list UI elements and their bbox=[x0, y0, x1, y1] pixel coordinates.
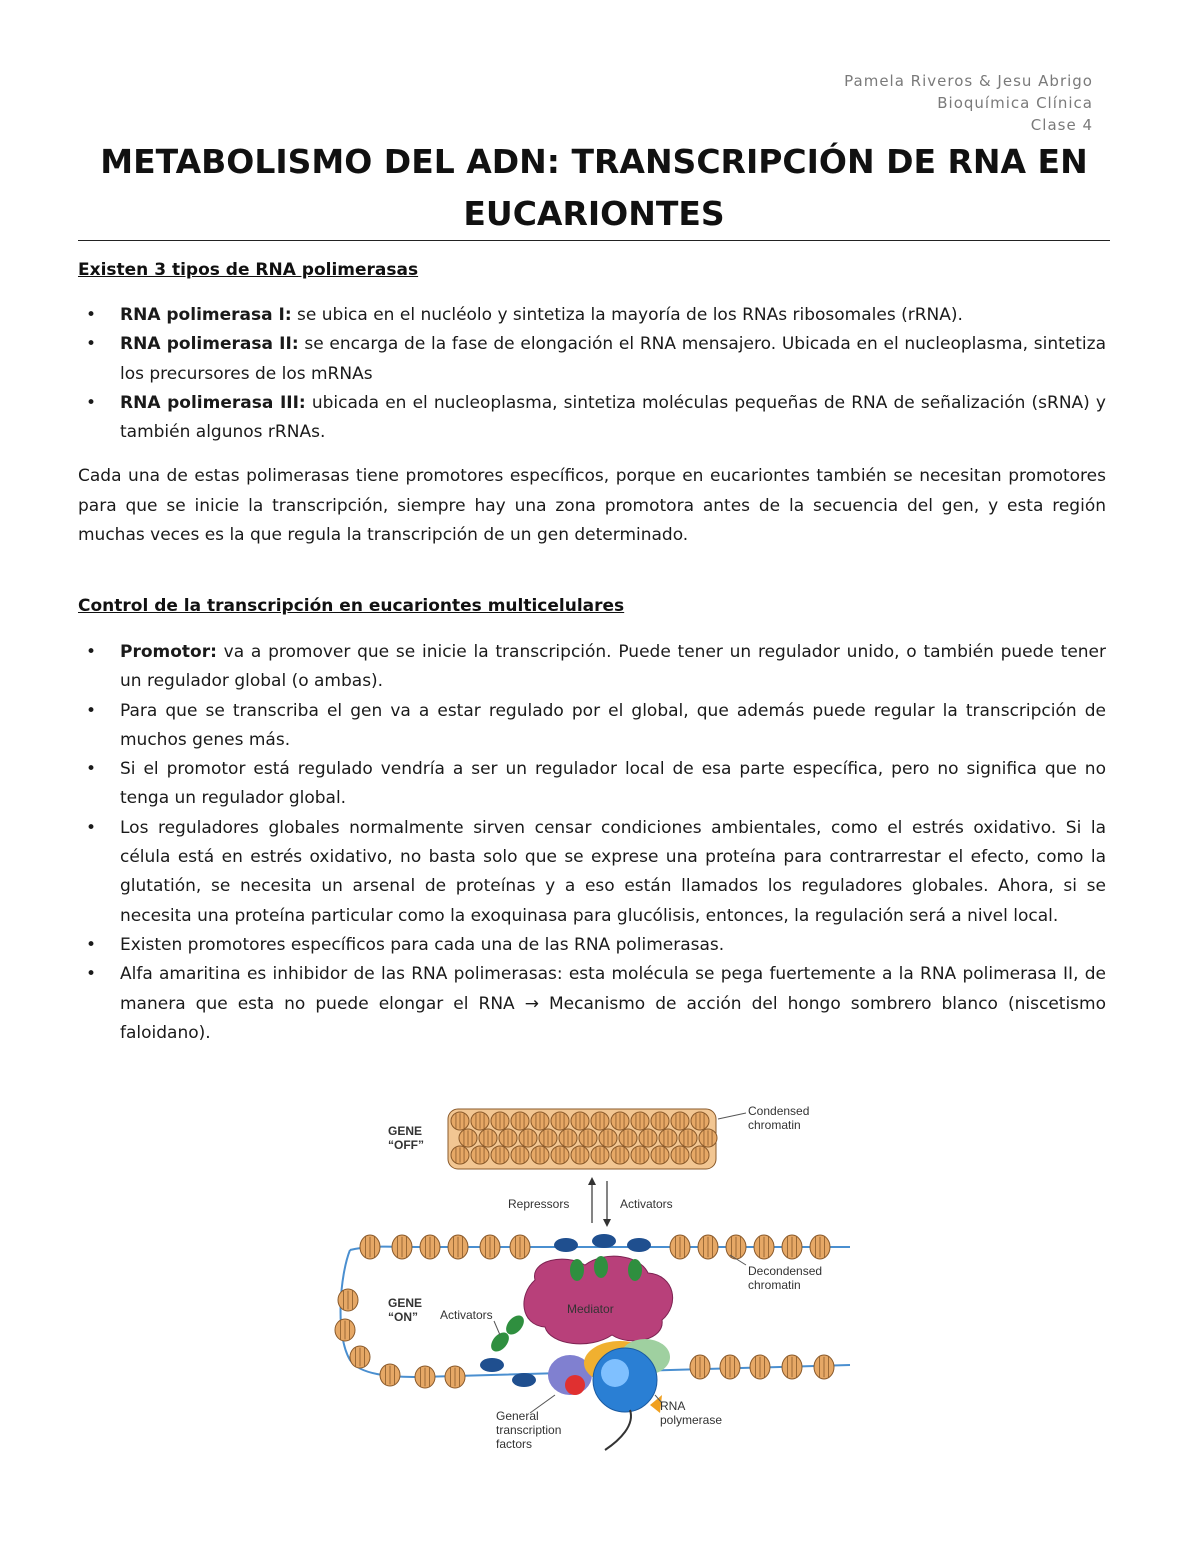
condensed-nucleosome bbox=[679, 1129, 697, 1147]
condensed-nucleosome bbox=[491, 1112, 509, 1130]
activators-arrowhead bbox=[603, 1219, 611, 1227]
gtf-label-1: General bbox=[496, 1409, 539, 1423]
condensed-nucleosome bbox=[519, 1129, 537, 1147]
condensed-nucleosome bbox=[579, 1129, 597, 1147]
bullet-icon: • bbox=[86, 817, 97, 838]
condensed-nucleosome bbox=[511, 1112, 529, 1130]
mediator-label: Mediator bbox=[567, 1302, 614, 1316]
list-item-text: Si el promotor está regulado vendría a ser un regulador local de esa parte específica, pero no significa que no tenga un regulador global. bbox=[120, 759, 1106, 809]
gtf-label-2: transcription bbox=[496, 1423, 562, 1437]
nucleosome bbox=[810, 1235, 830, 1259]
condensed-nucleosome bbox=[451, 1146, 469, 1164]
nucleosome bbox=[338, 1289, 358, 1311]
condensed-nucleosome bbox=[491, 1146, 509, 1164]
nucleosome bbox=[814, 1355, 834, 1379]
activators-left-label: Activators bbox=[440, 1308, 493, 1322]
activators-top-label: Activators bbox=[620, 1197, 673, 1211]
condensed-nucleosome bbox=[631, 1146, 649, 1164]
condensed-nucleosome bbox=[611, 1146, 629, 1164]
header-class: Clase 4 bbox=[1030, 116, 1093, 134]
nucleosome bbox=[448, 1235, 468, 1259]
rna-polymerase-highlight bbox=[601, 1359, 629, 1387]
list-item-text: Alfa amaritina es inhibidor de las RNA polimerasas: esta molécula se pega fuertemente a la RNA polimerasa II, de manera que esta no puede elongar el RNA → Mecanismo de acción del hongo sombrero blanco (niscetismo faloidano). bbox=[120, 964, 1106, 1043]
bullet-icon: • bbox=[86, 642, 97, 662]
condensed-nucleosome bbox=[539, 1129, 557, 1147]
condensed-nucleosome bbox=[671, 1112, 689, 1130]
condensed-nucleosome bbox=[499, 1129, 517, 1147]
nucleosome bbox=[720, 1355, 740, 1379]
polimerasas-list bbox=[78, 301, 1106, 447]
nucleosome bbox=[445, 1366, 465, 1388]
repressors-label: Repressors bbox=[508, 1197, 570, 1211]
title-divider bbox=[78, 240, 1110, 241]
list-item bbox=[78, 301, 1106, 330]
gene-off-label-2: “OFF” bbox=[388, 1138, 424, 1152]
list-item-text: va a promover que se inicie la transcripción. Puede tener un regulador unido, o también puede tener un regulador global (o ambas). bbox=[120, 642, 1106, 692]
condensed-nucleosome bbox=[559, 1129, 577, 1147]
condensed-nucleosome bbox=[691, 1146, 709, 1164]
transcription-machinery bbox=[548, 1339, 670, 1450]
condensed-nucleosome bbox=[631, 1112, 649, 1130]
nucleosome bbox=[350, 1346, 370, 1368]
condensed-nucleosome bbox=[699, 1129, 717, 1147]
activator-blue-1 bbox=[554, 1238, 578, 1252]
nucleosome bbox=[698, 1235, 718, 1259]
gtf-red bbox=[565, 1375, 585, 1395]
section-heading-control: Control de la transcripción en eucariontes multicelulares bbox=[78, 596, 625, 616]
nucleosome bbox=[754, 1235, 774, 1259]
page-title bbox=[78, 136, 1110, 240]
gene-on-label-2: “ON” bbox=[388, 1310, 418, 1324]
list-item-term: RNA polimerasa I: bbox=[120, 305, 292, 325]
bullet-icon: • bbox=[86, 305, 97, 325]
nucleosome bbox=[670, 1235, 690, 1259]
list-item-term: RNA polimerasa III: bbox=[120, 392, 306, 413]
section-heading-polimerasas: Existen 3 tipos de RNA polimerasas bbox=[78, 260, 419, 280]
list-item bbox=[78, 330, 1106, 389]
gene-on-label-1: GENE bbox=[388, 1296, 423, 1310]
gtf-label-3: factors bbox=[496, 1437, 533, 1451]
decondensed-label-2: chromatin bbox=[748, 1278, 801, 1292]
list-item-term: Promotor: bbox=[120, 642, 217, 662]
activators-left-pointer bbox=[494, 1321, 500, 1335]
page-header bbox=[844, 70, 1093, 136]
bullet-icon: • bbox=[86, 392, 97, 413]
condensed-nucleosome bbox=[511, 1146, 529, 1164]
nucleosome bbox=[782, 1355, 802, 1379]
condensed-label-2: chromatin bbox=[748, 1118, 801, 1132]
list-item bbox=[78, 697, 1106, 756]
nucleosome bbox=[510, 1235, 530, 1259]
activator-blue-2 bbox=[592, 1234, 616, 1248]
rnapol-label-2: polymerase bbox=[660, 1413, 723, 1427]
decondensed-label-1: Decondensed bbox=[748, 1264, 823, 1278]
rnapol-label-1: RNA bbox=[660, 1399, 686, 1413]
activator-green-2 bbox=[594, 1256, 608, 1278]
list-item-text: se ubica en el nucléolo y sintetiza la mayoría de los RNAs ribosomales (rRNA). bbox=[291, 305, 963, 325]
condensed-nucleosome bbox=[611, 1112, 629, 1130]
condensed-nucleosome bbox=[479, 1129, 497, 1147]
condensed-chromatin bbox=[448, 1109, 717, 1169]
condensed-nucleosome bbox=[591, 1146, 609, 1164]
repressors-arrowhead bbox=[588, 1177, 596, 1185]
bullet-icon: • bbox=[86, 964, 97, 985]
nucleosome bbox=[392, 1235, 412, 1259]
condensed-nucleosome bbox=[619, 1129, 637, 1147]
condensed-nucleosome bbox=[551, 1112, 569, 1130]
condensed-nucleosome bbox=[691, 1112, 709, 1130]
list-item bbox=[78, 389, 1106, 448]
condensed-nucleosome bbox=[651, 1146, 669, 1164]
list-item-text: Para que se transcriba el gen va a estar regulado por el global, que además puede regular la transcripción de muchos genes más. bbox=[120, 700, 1106, 750]
paragraph-promotores: Cada una de estas polimerasas tiene promotores específicos, porque en eucariontes también se necesitan promotores para que se inicie la transcripción, siempre hay una zona promotora antes de la secuencia del gen, y esta región muchas veces es la que regula la transcripción de un gen determinado. bbox=[78, 466, 1106, 545]
bullet-icon: • bbox=[86, 759, 97, 780]
condensed-nucleosome bbox=[591, 1112, 609, 1130]
gene-off-label-1: GENE bbox=[388, 1124, 423, 1138]
list-item bbox=[78, 931, 1106, 960]
control-list bbox=[78, 638, 1106, 1048]
nucleosome bbox=[420, 1235, 440, 1259]
condensed-nucleosome bbox=[551, 1146, 569, 1164]
bullet-icon: • bbox=[86, 334, 97, 355]
list-item bbox=[78, 814, 1106, 931]
condensed-label-1: Condensed bbox=[748, 1104, 810, 1118]
list-item-text: se encarga de la fase de elongación el RNA mensajero. Ubicada en el nucleoplasma, sintetiza los precursores de los mRNAs bbox=[120, 334, 1106, 384]
list-item-term: RNA polimerasa II: bbox=[120, 334, 299, 355]
condensed-nucleosome bbox=[659, 1129, 677, 1147]
chromatin-transcription-figure bbox=[330, 1095, 870, 1455]
nucleosome bbox=[480, 1235, 500, 1259]
nucleosome bbox=[750, 1355, 770, 1379]
list-item-text: Existen promotores específicos para cada una de las RNA polimerasas. bbox=[120, 934, 725, 955]
nucleosome bbox=[360, 1235, 380, 1259]
condensed-rings bbox=[451, 1112, 717, 1164]
condensed-nucleosome bbox=[571, 1146, 589, 1164]
nucleosome bbox=[335, 1319, 355, 1341]
condensed-nucleosome bbox=[531, 1112, 549, 1130]
condensed-nucleosome bbox=[459, 1129, 477, 1147]
list-item bbox=[78, 960, 1106, 1048]
list-item-text: Los reguladores globales normalmente sirven censar condiciones ambientales, como el estrés oxidativo. Si la célula está en estrés oxidativo, no basta solo que se exprese una proteína para contrarrestar el efecto, como la glutatión, se necesita un arsenal de proteínas y a eso están llamados los reguladores globales. Ahora, si se necesita una proteína particular como la exoquinasa para glucólisis, entonces, la regulación será a nivel local. bbox=[120, 817, 1106, 926]
condensed-nucleosome bbox=[571, 1112, 589, 1130]
list-item bbox=[78, 638, 1106, 697]
condensed-nucleosome bbox=[639, 1129, 657, 1147]
activator-left-blue-1 bbox=[480, 1358, 504, 1372]
activator-blue-3 bbox=[627, 1238, 651, 1252]
bullet-icon: • bbox=[86, 700, 97, 721]
condensed-nucleosome bbox=[451, 1112, 469, 1130]
bullet-icon: • bbox=[86, 934, 97, 955]
activator-left-blue-2 bbox=[512, 1373, 536, 1387]
condensed-nucleosome bbox=[531, 1146, 549, 1164]
activator-green-1 bbox=[570, 1259, 584, 1281]
condensed-nucleosome bbox=[599, 1129, 617, 1147]
title-line-2: EUCARIONTES bbox=[463, 194, 725, 233]
nucleosome bbox=[380, 1364, 400, 1386]
header-course: Bioquímica Clínica bbox=[937, 94, 1093, 112]
condensed-nucleosome bbox=[651, 1112, 669, 1130]
condensed-pointer bbox=[718, 1113, 746, 1119]
rna-transcript bbox=[605, 1410, 631, 1450]
condensed-nucleosome bbox=[671, 1146, 689, 1164]
header-authors: Pamela Riveros & Jesu Abrigo bbox=[844, 72, 1093, 90]
title-line-1: METABOLISMO DEL ADN: TRANSCRIPCIÓN DE RNA EN bbox=[100, 142, 1088, 181]
nucleosome bbox=[415, 1366, 435, 1388]
condensed-nucleosome bbox=[471, 1146, 489, 1164]
condensed-nucleosome bbox=[471, 1112, 489, 1130]
list-item-text: ubicada en el nucleoplasma, sintetiza moléculas pequeñas de RNA de señalización (sRNA) y también algunos rRNAs. bbox=[120, 392, 1106, 443]
activator-green-3 bbox=[628, 1259, 642, 1281]
nucleosome bbox=[726, 1235, 746, 1259]
nucleosome bbox=[690, 1355, 710, 1379]
nucleosome bbox=[782, 1235, 802, 1259]
list-item bbox=[78, 755, 1106, 814]
